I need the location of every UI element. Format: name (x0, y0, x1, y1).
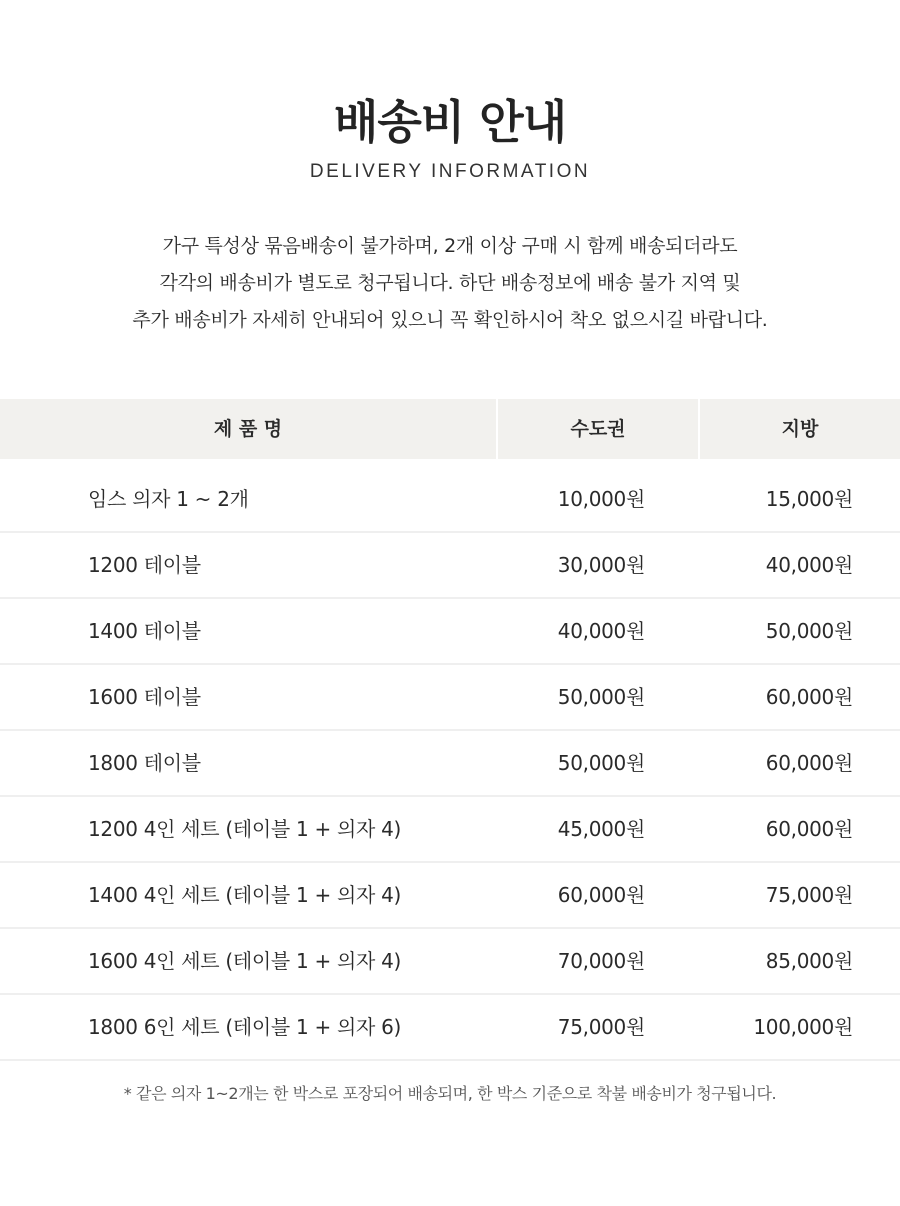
regional-fee-cell: 15,000원 (765, 487, 853, 511)
regional-fee-cell: 60,000원 (765, 817, 853, 841)
regional-fee-cell: 60,000원 (765, 685, 853, 709)
shipping-fee-table (0, 399, 900, 1061)
table-row (0, 665, 900, 731)
product-name-cell: 1600 테이블 (88, 685, 201, 709)
intro-line: 가구 특성상 묶음배송이 불가하며, 2개 이상 구매 시 함께 배송되더라도 (162, 235, 738, 257)
page-title: 배송비 안내 (333, 95, 567, 149)
table-row (0, 599, 900, 665)
table-body (0, 467, 900, 1061)
metro-fee-cell: 45,000원 (557, 817, 645, 841)
table-row (0, 863, 900, 929)
product-name-cell: 1400 4인 세트 (테이블 1 + 의자 4) (88, 883, 401, 907)
product-name-cell: 1600 4인 세트 (테이블 1 + 의자 4) (88, 949, 401, 973)
table-row (0, 467, 900, 533)
footnote: * 같은 의자 1~2개는 한 박스로 포장되어 배송되며, 한 박스 기준으로 착불 배송비가 청구됩니다. (123, 1084, 777, 1103)
product-name-cell: 1400 테이블 (88, 619, 201, 643)
table-row (0, 929, 900, 995)
metro-fee-cell: 70,000원 (557, 949, 645, 973)
product-name-cell: 1800 테이블 (88, 751, 201, 775)
metro-fee-cell: 75,000원 (557, 1015, 645, 1039)
header-metro: 수도권 (498, 399, 698, 459)
metro-fee-cell: 10,000원 (557, 487, 645, 511)
product-name-cell: 임스 의자 1 ~ 2개 (88, 487, 249, 511)
regional-fee-cell: 100,000원 (753, 1015, 853, 1039)
intro-text (0, 228, 900, 339)
table-row (0, 995, 900, 1061)
header-regional: 지방 (700, 399, 900, 459)
regional-fee-cell: 50,000원 (765, 619, 853, 643)
page-subtitle: DELIVERY INFORMATION (309, 161, 591, 182)
metro-fee-cell: 30,000원 (557, 553, 645, 577)
table-row (0, 533, 900, 599)
intro-line: 추가 배송비가 자세히 안내되어 있으니 꼭 확인하시어 착오 없으시길 바랍니다. (132, 309, 768, 331)
regional-fee-cell: 75,000원 (765, 883, 853, 907)
regional-fee-cell: 40,000원 (765, 553, 853, 577)
product-name-cell: 1800 6인 세트 (테이블 1 + 의자 6) (88, 1015, 401, 1039)
table-header (0, 399, 900, 459)
regional-fee-cell: 85,000원 (765, 949, 853, 973)
header-product-name: 제 품 명 (0, 399, 496, 459)
regional-fee-cell: 60,000원 (765, 751, 853, 775)
metro-fee-cell: 50,000원 (557, 751, 645, 775)
metro-fee-cell: 50,000원 (557, 685, 645, 709)
intro-line: 각각의 배송비가 별도로 청구됩니다. 하단 배송정보에 배송 불가 지역 및 (159, 272, 741, 294)
table-row (0, 797, 900, 863)
metro-fee-cell: 60,000원 (557, 883, 645, 907)
metro-fee-cell: 40,000원 (557, 619, 645, 643)
product-name-cell: 1200 테이블 (88, 553, 201, 577)
table-row (0, 731, 900, 797)
product-name-cell: 1200 4인 세트 (테이블 1 + 의자 4) (88, 817, 401, 841)
